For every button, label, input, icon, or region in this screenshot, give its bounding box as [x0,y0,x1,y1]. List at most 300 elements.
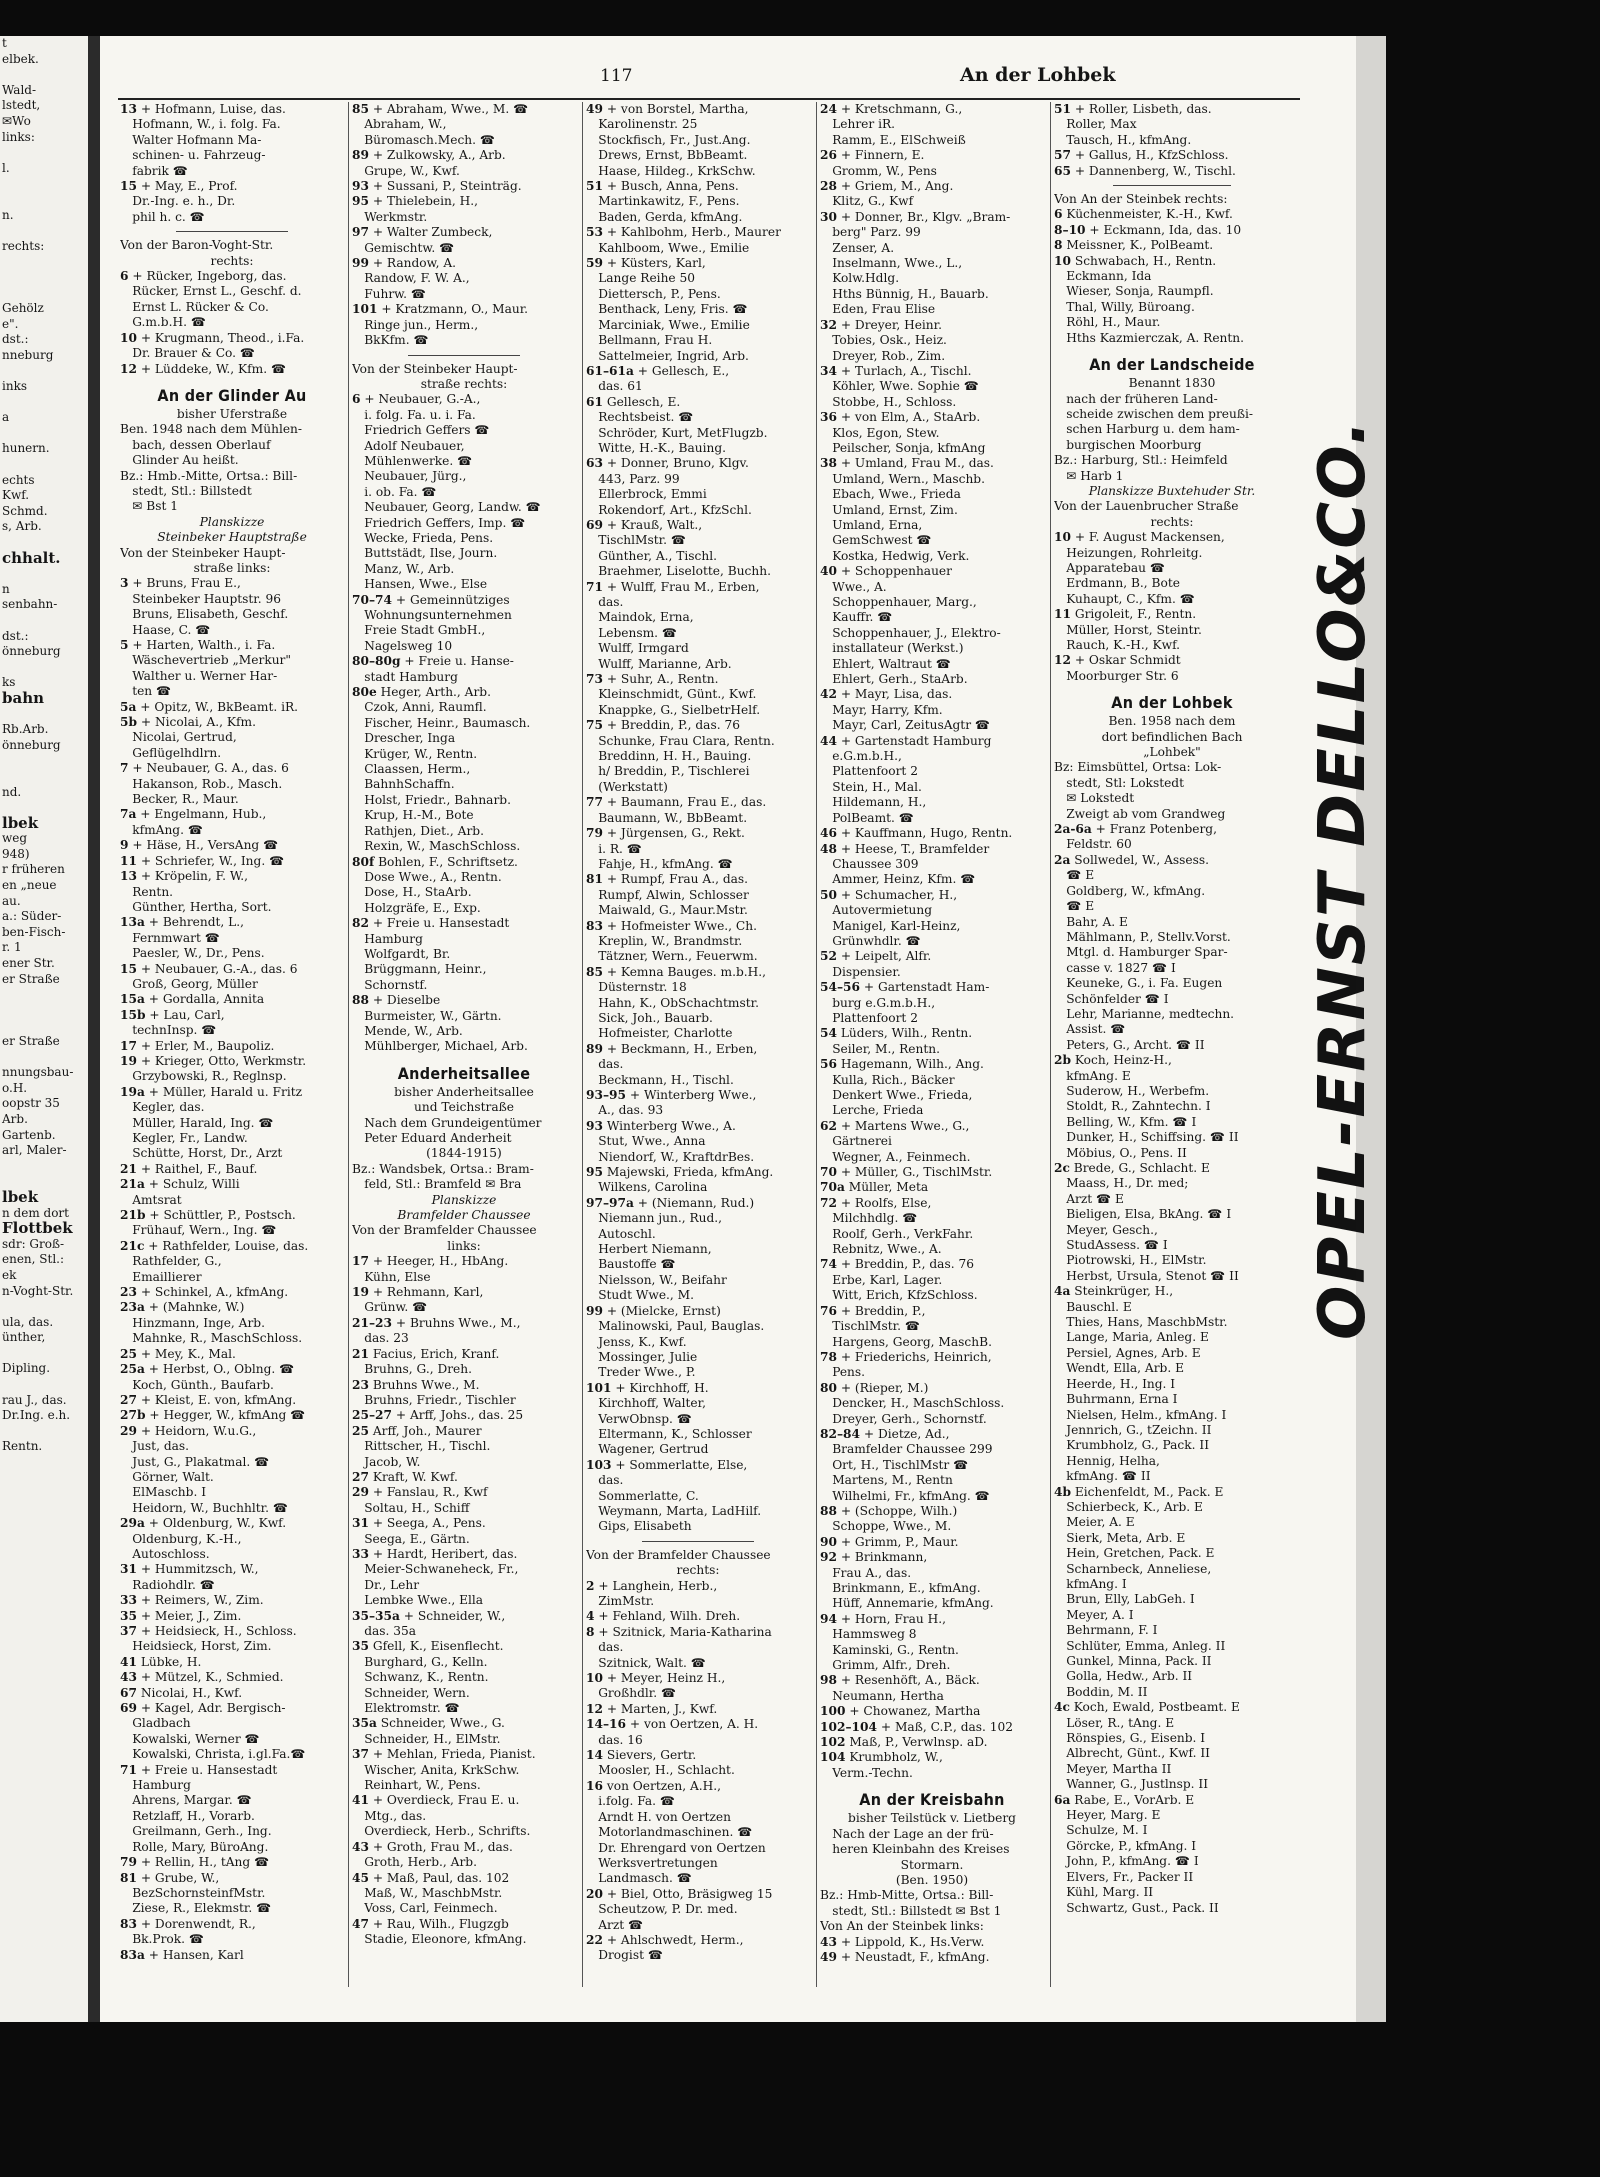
stub-line: Dipling. [2,1361,51,1376]
directory-entry: Düsternstr. 18 [586,980,687,995]
directory-entry: Günther, A., Tischl. [586,548,717,563]
directory-entry: 6 + Rücker, Ingeborg, das. [120,269,287,284]
directory-entry: 2 + Langhein, Herb., [586,1578,718,1593]
directory-entry: Schoppenhauer, J., Elektro- [820,625,1001,640]
directory-entry: 51 + Roller, Lisbeth, das. [1054,102,1212,116]
column-divider [582,102,583,1987]
directory-entry: Neubauer, Jürg., [352,469,467,484]
directory-entry: Witt, Erich, KfzSchloss. [820,1288,978,1303]
directory-entry: Schierbeck, K., Arb. E [1054,1499,1203,1514]
stub-line: e". [2,316,19,331]
directory-entry: 14–16 + von Oertzen, A. H. [586,1717,759,1732]
stub-line [0,176,92,192]
directory-entry: stadt Hamburg [352,669,458,684]
centered-note: rechts: [210,253,254,268]
directory-entry: Erbe, Karl, Lager. [820,1272,943,1287]
previous-page-stub [0,36,92,2022]
directory-entry: 11 Grigoleit, F., Rentn. [1054,607,1197,622]
stub-line: a.: Süder- [2,909,62,924]
directory-entry: Lange, Maria, Anleg. E [1054,1330,1209,1345]
stub-line: nneburg [2,347,54,362]
stub-line: rau J., das. [2,1392,67,1407]
directory-entry: Heyer, Marg. E [1054,1808,1161,1823]
stub-line: s, Arb. [2,519,42,534]
directory-entry: 10 + Krugmann, Theod., i.Fa. [120,330,305,345]
directory-entry: installateur (Werkst.) [820,641,964,656]
directory-entry: Frühauf, Wern., Ing. ☎ [120,1223,277,1238]
directory-entry: ☎ E [1054,868,1095,883]
directory-entry: 33 + Reimers, W., Zim. [120,1593,264,1608]
directory-entry: Autoschloss. [120,1546,210,1561]
directory-entry: 29 + Fanslau, R., Kwf [352,1485,488,1500]
binder-text: OPEL-ERNST DELLO&CO. [1306,418,1380,1340]
directory-entry: 65 + Dannenberg, W., Tischl. [1054,163,1236,178]
stub-line [0,192,92,208]
directory-entry: 8 Meissner, K., PolBeamt. [1054,238,1214,253]
directory-entry: Hahn, K., ObSchachtmstr. [586,995,759,1010]
directory-entry: 72 + Roolfs, Else, [820,1195,932,1210]
directory-entry: 27 Kraft, W. Kwf. [352,1469,458,1484]
directory-entry: 2b Koch, Heinz-H., [1054,1053,1172,1068]
directory-entry: Maass, H., Dr. med; [1054,1176,1189,1191]
directory-entry: Kühn, Else [352,1269,431,1284]
stub-line: r. 1 [2,940,22,955]
directory-entry: Dreyer, Gerh., Schornstf. [820,1411,987,1426]
directory-entry: Buhrmann, Erna I [1054,1392,1178,1407]
directory-entry: Wagener, Gertrud [586,1442,709,1457]
directory-entry: Rauch, K.-H., Kwf. [1054,638,1181,652]
directory-entry: Buttstädt, Ilse, Journ. [352,546,498,561]
directory-entry: 104 Krumbholz, W., [820,1750,943,1765]
directory-entry: Rebnitz, Wwe., A. [820,1242,942,1257]
directory-entry: Reinhart, W., Pens. [352,1778,481,1793]
directory-entry: Albrecht, Günt., Kwf. II [1054,1746,1210,1761]
stub-line: n [2,581,10,596]
directory-entry: 41 Lübke, H. [120,1654,202,1669]
centered-note: bisher Anderheitsallee [394,1084,534,1099]
directory-entry: Apparatebau ☎ [1054,560,1166,575]
stub-line: ener Str. [2,956,55,971]
directory-entry: Milchhdlg. ☎ [820,1211,918,1226]
directory-entry: Von der Bramfelder Chaussee [586,1547,771,1562]
directory-entry: 17 + Erler, M., Baupoliz. [120,1038,275,1053]
directory-entry: Großhdlr. ☎ [586,1686,677,1701]
directory-entry: Autoschl. [586,1226,656,1241]
directory-entry: Baustoffe ☎ [586,1257,676,1272]
directory-entry: Stockfisch, Fr., Just.Ang. [586,132,751,147]
directory-entry: Kleinschmidt, Günt., Kwf. [586,687,757,702]
directory-entry: Kuhaupt, C., Kfm. ☎ [1054,591,1195,606]
directory-entry: Schneider, Wern. [352,1685,470,1700]
directory-entry: StudAssess. ☎ I [1054,1238,1168,1253]
stub-line: ünther, [2,1330,46,1345]
directory-entry: 6a Rabe, E., VorArb. E [1054,1792,1195,1807]
stub-line [0,987,92,1003]
directory-entry: Schwanz, K., Rentn. [352,1670,489,1685]
directory-entry: e.G.m.b.H., [820,749,902,764]
directory-entry: 100 + Chowanez, Martha [820,1704,981,1719]
directory-entry: 21b + Schüttler, P., Postsch. [120,1208,296,1223]
directory-entry: 38 + Umland, Frau M., das. [820,456,994,471]
directory-entry: Lembke Wwe., Ella [352,1593,484,1608]
directory-entry: Meier-Schwaneheck, Fr., [352,1562,519,1577]
column-divider [1050,102,1051,1987]
directory-entry: 49 + von Borstel, Martha, [586,102,749,116]
directory-entry: Drogist ☎ [586,1948,664,1963]
centered-note: Ben. 1958 nach dem [1108,714,1236,729]
directory-entry: 43 + Lippold, K., Hs.Verw. [820,1934,985,1949]
column-divider [348,102,349,1987]
directory-entry: Holzgräfe, E., Exp. [352,900,481,915]
column-5 [1054,102,1290,1916]
directory-entry: Rexin, W., MaschSchloss. [352,839,521,854]
directory-entry: Glinder Au heißt. [120,453,239,468]
column-1 [120,102,344,1963]
directory-entry: i. R. ☎ [586,841,642,856]
stub-line: ula, das. [2,1314,54,1329]
directory-entry: Peters, G., Archt. ☎ II [1054,1037,1205,1052]
directory-entry: burg e.G.m.b.H., [820,995,936,1010]
directory-entry: Assist. ☎ [1054,1022,1126,1037]
stub-line: bahn [2,688,45,707]
directory-entry: Ort, H., TischlMstr ☎ [820,1457,969,1472]
street-heading: An der Kreisbahn [859,1790,1005,1810]
stub-line: n. [2,207,14,222]
directory-entry: 75 + Breddin, P., das. 76 [586,718,740,733]
directory-entry: Persiel, Agnes, Arb. E [1054,1345,1201,1360]
directory-entry: Meier, A. E [1054,1515,1135,1530]
directory-entry: Rittscher, H., Tischl. [352,1439,491,1454]
directory-entry: Jacob, W. [352,1454,421,1469]
directory-entry: 51 + Busch, Anna, Pens. [586,179,739,194]
directory-entry: Ehlert, Waltraut ☎ [820,656,951,671]
stub-line: nnungsbau- [2,1065,74,1080]
directory-entry: Hths Kazmierczak, A. Rentn. [1054,330,1245,345]
directory-entry: Görcke, P., kfmAng. I [1054,1838,1197,1853]
directory-entry: Maiwald, G., Maur.Mstr. [586,903,748,918]
directory-entry: Kegler, das. [120,1100,205,1115]
stub-line: ek [2,1267,17,1282]
plan-reference: Planskizze Buxtehuder Str. [1088,483,1256,498]
directory-entry: Dr.-Ing. e. h., Dr. [120,194,236,209]
directory-entry: Wohnungsunternehmen [352,608,512,622]
directory-entry: 19 + Krieger, Otto, Werkmstr. [120,1053,307,1068]
directory-entry: Von An der Steinbek rechts: [1054,192,1228,207]
directory-entry: 7 + Neubauer, G. A., das. 6 [120,761,289,776]
directory-entry: 27b + Hegger, W., kfmAng ☎ [120,1408,306,1423]
directory-entry: schinen- u. Fahrzeug- [120,148,266,163]
stub-line: önneburg [2,737,61,752]
centered-note: bisher Uferstraße [176,406,288,421]
directory-entry: Rathjen, Diet., Arb. [352,823,484,838]
directory-entry: 67 Nicolai, H., Kwf. [120,1685,243,1700]
stub-line [0,1018,92,1034]
directory-entry: Mayr, Harry, Kfm. [820,702,943,717]
directory-entry: Hamburg [352,931,423,946]
stub-line: t [2,36,7,50]
directory-entry: Gladbach [120,1716,191,1731]
directory-entry: Braehmer, Liselotte, Buchh. [586,564,771,579]
directory-entry: 85 + Kemna Bauges. m.b.H., [586,964,767,979]
directory-entry: Rechtsbeist. ☎ [586,410,694,425]
stub-line: Flottbek [2,1219,73,1238]
directory-entry: 80f Bohlen, F., Schriftsetz. [352,854,518,869]
directory-entry: Scharnbeck, Anneliese, [1054,1561,1212,1576]
centered-note: Benannt 1830 [1128,376,1216,391]
plan-reference: Bramfelder Chaussee [397,1208,531,1223]
directory-entry: das. [586,1057,624,1072]
directory-entry: Dr., Lehr [352,1577,420,1592]
directory-entry: Dose, H., StaArb. [352,885,472,900]
directory-entry: Von der Steinbeker Haupt- [120,545,286,560]
directory-entry: Fischer, Heinr., Baumasch. [352,715,531,730]
directory-entry: Freie Stadt GmbH., [352,623,486,638]
stub-line: o.H. [2,1080,28,1095]
directory-entry: Grünw. ☎ [352,1300,428,1315]
directory-entry: Soltau, H., Schiff [352,1500,470,1515]
stub-line: elbek. [2,51,39,66]
directory-entry: Wischer, Anita, KrkSchw. [352,1762,520,1777]
directory-entry: 45 + Maß, Paul, das. 102 [352,1870,510,1885]
directory-entry: Studt Wwe., M. [586,1288,695,1303]
directory-entry: Greilmann, Gerh., Ing. [120,1824,272,1839]
directory-entry: Zenser, A. [820,240,895,255]
stub-line: lstedt, [2,98,41,113]
directory-entry: 93 Winterberg Wwe., A. [586,1118,736,1133]
directory-entry: Heidorn, W., Buchhltr. ☎ [120,1500,289,1515]
directory-entry: 76 + Breddin, P., [820,1303,926,1318]
directory-entry: Schlüter, Emma, Anleg. II [1054,1638,1226,1653]
directory-entry: 24 + Kretschmann, G., [820,102,963,116]
directory-entry: Heidsieck, Horst, Zim. [120,1639,272,1654]
directory-entry: 99 + Randow, A. [352,256,457,271]
stub-line [0,67,92,83]
directory-entry: 10 + Meyer, Heinz H., [586,1671,726,1686]
directory-entry: Weymann, Marta, LadHilf. [586,1503,762,1518]
directory-entry: Wanner, G., Justlnsp. II [1054,1777,1209,1792]
directory-entry: Görner, Walt. [120,1469,214,1484]
stub-line: er Straße [2,971,60,986]
directory-entry: 9 + Häse, H., VersAng ☎ [120,838,279,853]
directory-entry: Verm.-Techn. [820,1765,913,1780]
directory-entry: 80 + (Rieper, M.) [820,1380,929,1395]
directory-entry: 48 + Heese, T., Bramfelder [820,841,990,856]
directory-entry: Wilhelmi, Fr., kfmAng. ☎ [820,1488,990,1503]
directory-entry: 97–97a + (Niemann, Rud.) [586,1195,755,1210]
directory-entry: Schulze, M. I [1054,1823,1148,1838]
directory-entry: 99 + (Mielcke, Ernst) [586,1303,721,1318]
directory-entry: Drescher, Inga [352,731,456,746]
plan-reference: Steinbeker Hauptstraße [157,530,307,545]
directory-entry: Fernmwart ☎ [120,930,220,945]
directory-entry: i. folg. Fa. u. i. Fa. [352,407,476,422]
directory-entry: Mahnke, R., MaschSchloss. [120,1331,303,1346]
directory-entry: 35 Gfell, K., Eisenflecht. [352,1639,504,1654]
directory-entry: Elektromstr. ☎ [352,1701,460,1716]
street-heading: Anderheitsallee [397,1063,531,1083]
stub-line: lbek [2,1187,39,1206]
directory-entry: Meyer, A. I [1054,1607,1134,1622]
directory-entry: Kowalski, Christa, i.gl.Fa.☎ [120,1747,306,1762]
directory-entry: 19 + Rehmann, Karl, [352,1285,484,1300]
directory-entry: Keuneke, G., i. Fa. Eugen [1054,976,1223,991]
directory-entry: 37 + Heidsieck, H., Schloss. [120,1624,297,1638]
section-separator [1113,185,1231,186]
directory-entry: i.folg. Fa. ☎ [586,1794,676,1809]
stub-line: arl, Maler- [2,1143,67,1158]
column-divider [816,102,817,1987]
directory-entry: 26 + Finnern, E. [820,148,925,163]
directory-entry: 6 + Neubauer, G.-A., [352,392,481,407]
directory-entry: 103 + Sommerlatte, Else, [586,1457,748,1472]
directory-entry: Wulff, Marianne, Arb. [586,656,732,671]
directory-entry: 4c Koch, Ewald, Postbeamt. E [1054,1700,1240,1715]
directory-entry: Autovermietung [820,903,933,918]
centered-note: „Lohbek" [1143,745,1201,760]
directory-entry: Ziese, R., Elekmstr. ☎ [120,1901,272,1916]
directory-entry: A., das. 93 [586,1103,664,1118]
directory-entry: Pens. [820,1365,866,1380]
directory-entry: Baden, Gerda, kfmAng. [586,209,743,224]
directory-entry: Bruns, Elisabeth, Geschf. [120,607,289,622]
directory-entry: Landmasch. ☎ [586,1871,692,1886]
directory-entry: das. [586,1640,624,1655]
directory-entry: Thal, Willy, Büroang. [1054,299,1195,314]
directory-entry: Sattelmeier, Ingrid, Arb. [586,348,749,363]
directory-entry: Hamburg [120,1778,191,1793]
plan-reference: Planskizze [199,514,265,529]
directory-entry: 7a + Engelmann, Hub., [120,807,267,822]
directory-entry: Wulff, Irmgard [586,641,689,656]
stub-line [0,457,92,473]
directory-entry: heren Kleinbahn des Kreises [820,1842,1010,1857]
directory-entry: 94 + Horn, Frau H., [820,1611,946,1626]
directory-entry: Randow, F. W. A., [352,271,470,286]
directory-entry: 73 + Suhr, A., Rentn. [586,672,719,687]
directory-entry: 54–56 + Gartenstadt Ham- [820,980,990,995]
directory-entry: Gromm, W., Pens [820,163,937,178]
stub-line [0,426,92,442]
directory-entry: 29 + Heidorn, W.u.G., [120,1423,257,1438]
directory-entry: Grzybowski, R., Reglnsp. [120,1069,287,1084]
directory-entry: Niendorf, W., KraftdrBes. [586,1149,755,1164]
directory-entry: Dr. Ehrengard von Oertzen [586,1840,766,1855]
stub-line: a [2,410,10,425]
directory-entry: Dreyer, Rob., Zim. [820,348,946,363]
directory-entry: 69 + Kagel, Adr. Bergisch- [120,1701,286,1716]
directory-entry: 2a Sollwedel, W., Assess. [1054,852,1209,867]
stub-line: hunern. [2,441,50,456]
directory-entry: Neubauer, Georg, Landw. ☎ [352,500,541,515]
centered-note: (1844-1915) [426,1146,502,1161]
directory-entry: Dunker, H., Schiffsing. ☎ II [1054,1130,1239,1145]
directory-entry: Hüff, Annemarie, kfmAng. [820,1596,994,1611]
directory-entry: 21 Facius, Erich, Kranf. [352,1346,500,1361]
directory-entry: 70a Müller, Meta [820,1180,929,1195]
stub-line: au. [2,893,21,908]
directory-entry: Hths Bünnig, H., Bauarb. [820,286,989,301]
directory-entry: Kahlboom, Wwe., Emilie [586,240,750,255]
stub-line: rechts: [2,238,45,253]
directory-entry: 50 + Schumacher, H., [820,887,958,902]
directory-entry: 33 + Hardt, Heribert, das. [352,1546,518,1561]
directory-entry: Peilscher, Sonja, kfmAng [820,440,986,455]
directory-entry: Bk.Prok. ☎ [120,1932,205,1947]
directory-entry: Jenss, K., Kwf. [586,1334,687,1349]
directory-entry: Dispensier. [820,964,901,979]
directory-entry: nach der früheren Land- [1054,391,1218,406]
directory-entry: Maindok, Erna, [586,610,694,625]
directory-entry: Lange Reihe 50 [586,271,696,286]
stub-line [0,363,92,379]
directory-entry: bach, dessen Oberlauf [120,437,271,452]
directory-entry: Diettersch, P., Pens. [586,286,721,301]
stub-line [0,1159,92,1175]
stub-line: dst.: [2,628,29,643]
directory-entry: Bz.: Wandsbek, Ortsa.: Bram- [352,1161,534,1176]
directory-entry: stedt, Stl.: Billstedt [120,483,252,498]
directory-entry: Boddin, M. II [1054,1684,1148,1699]
directory-entry: Gemischtw. ☎ [352,240,455,255]
page-edge-shadow [1356,36,1386,2022]
directory-entry: Hein, Gretchen, Pack. E [1054,1546,1215,1561]
directory-entry: Mählmann, P., Stellv.Vorst. [1054,929,1231,944]
directory-entry: Amtsrat [120,1192,182,1207]
directory-entry: Lebensm. ☎ [586,625,678,640]
directory-entry: Roolf, Gerh., VerkFahr. [820,1226,974,1241]
stub-line: Gartenb. [2,1127,56,1142]
directory-entry: Bruhns, G., Dreh. [352,1362,472,1377]
directory-entry: Bz.: Hmb.-Mitte, Ortsa.: Bill- [120,468,298,483]
street-heading: An der Lohbek [1111,693,1233,713]
directory-entry: Kulla, Rich., Bäcker [820,1072,955,1087]
directory-entry: Chaussee 309 [820,856,919,871]
directory-entry: Grupe, W., Kwf. [352,163,460,178]
directory-entry: Knappke, G., SielbetrHelf. [586,702,761,717]
directory-entry: Schornstf. [352,977,428,992]
directory-entry: 95 Majewski, Frieda, kfmAng. [586,1165,774,1180]
directory-entry: 59 + Küsters, Karl, [586,256,706,271]
directory-entry: Becker, R., Maur. [120,792,239,807]
directory-entry: 83a + Hansen, Karl [120,1947,244,1962]
directory-entry: 30 + Donner, Br., Klgv. „Bram- [820,209,1011,224]
stub-line: dst.: [2,332,29,347]
directory-entry: Klitz, G., Kwf [820,194,914,209]
directory-entry: Hargens, Georg, MaschB. [820,1334,992,1349]
directory-entry: Hakanson, Rob., Masch. [120,776,283,791]
directory-entry: Ben. 1948 nach dem Mühlen- [120,422,303,437]
stub-line: sdr: Groß- [2,1236,65,1251]
directory-entry: kfmAng. ☎ [120,822,204,837]
directory-entry: technInsp. ☎ [120,1023,217,1038]
stub-line: l. [2,160,10,175]
directory-entry: Abraham, W., [352,117,447,132]
stub-line: Schmd. [2,503,48,518]
centered-note: straße rechts: [420,376,508,391]
directory-entry: Gunkel, Minna, Pack. II [1054,1654,1212,1668]
directory-entry: kfmAng. E [1054,1068,1131,1083]
directory-entry: Wendt, Ella, Arb. E [1054,1361,1185,1376]
directory-entry: Haase, Hildeg., KrkSchw. [586,163,756,178]
directory-entry: 61–61a + Gellesch, E., [586,363,730,378]
directory-entry: Steinbeker Hauptstr. 96 [120,591,282,606]
directory-entry: Peter Eduard Anderheit [352,1131,512,1145]
section-separator [642,1541,754,1542]
directory-entry: Werksvertretungen [586,1855,718,1870]
directory-entry: fabrik ☎ [120,163,188,178]
directory-entry: 41 + Overdieck, Frau E. u. [352,1793,520,1808]
stub-line [0,286,92,302]
